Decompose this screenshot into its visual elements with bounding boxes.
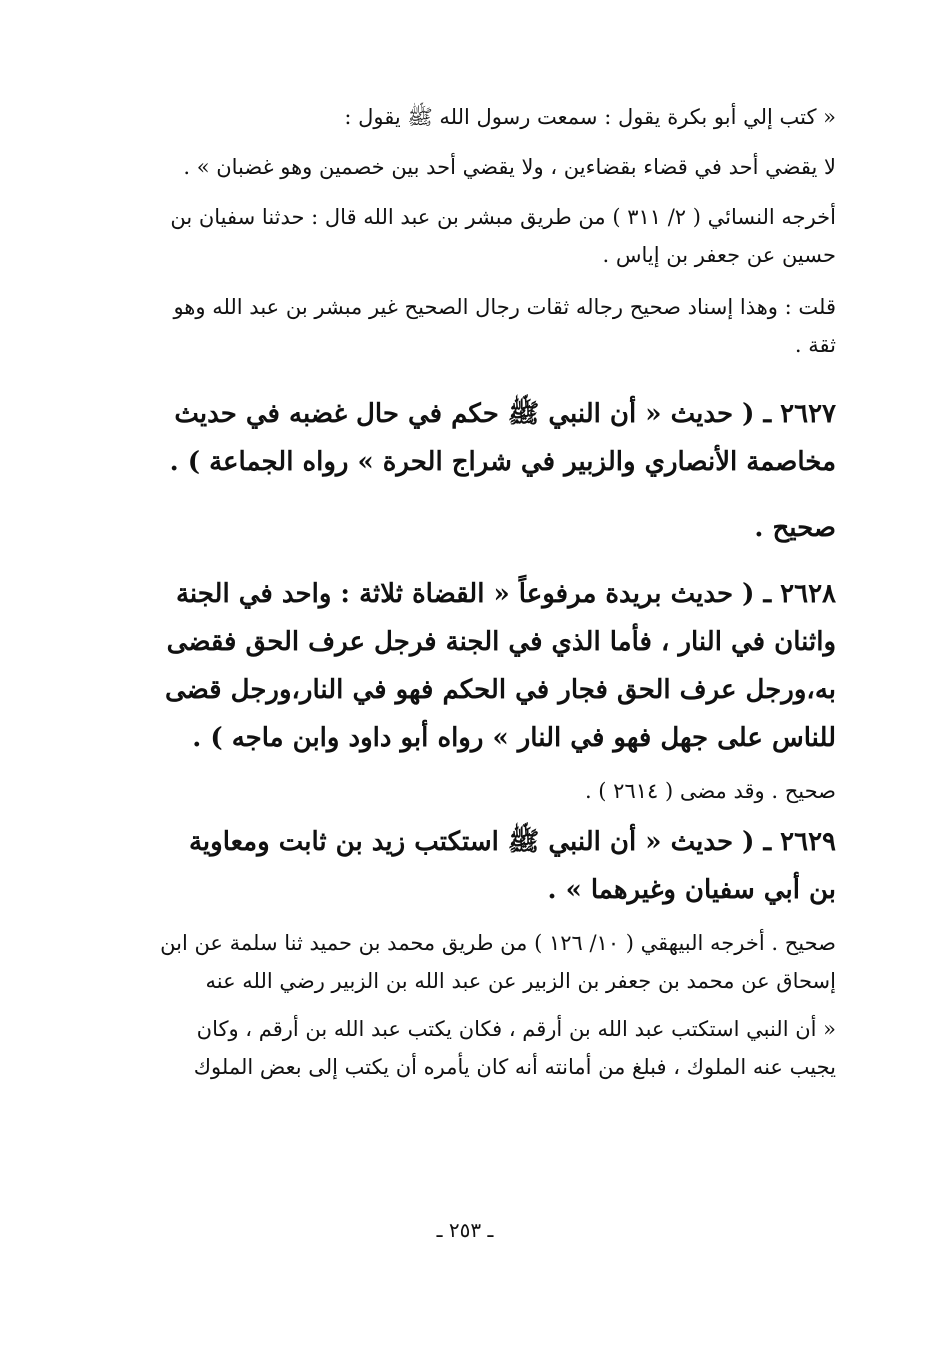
takhrij-paragraph-nasai: أخرجه النسائي ( ٢/ ٣١١ ) من طريق مبشر بن عبد الله قال : حدثنا سفيان بن حسين عن جعفر بن إياس . <box>170 205 836 267</box>
hadith-2629: ٢٦٢٩ ـ ( حديث « أن النبي ﷺ استكتب زيد بن ثابت ومعاوية بن أبي سفيان وغيرهما » . <box>188 827 836 905</box>
hadith-2627: ٢٦٢٧ ـ ( حديث « أن النبي ﷺ حكم في حال غضبه في حديث مخاصمة الأنصاري والزبير في شراج الحرة » رواه الجماعة ) . <box>169 399 836 477</box>
commentary-paragraph: قلت : وهذا إسناد صحيح رجاله ثقات رجال الصحيح غير مبشر بن عبد الله وهو ثقة . <box>173 295 836 357</box>
page-number: ـ ٢٥٣ ـ <box>436 1218 494 1242</box>
quote-paragraph-final: « أن النبي استكتب عبد الله بن أرقم ، فكان يكتب عبد الله بن أرقم ، وكان يجيب عنه الملوك ، فبلغ من أمانته أنه كان يأمره أن يكتب إلى بعض الملوك <box>193 1017 836 1079</box>
book-page <box>160 98 836 1086</box>
grading-2628: صحيح . وقد مضى ( ٢٦١٤ ) . <box>584 779 836 803</box>
takhrij-paragraph-bayhaqi: صحيح . أخرجه البيهقي ( ١٠/ ١٢٦ ) من طريق محمد بن حميد ثنا سلمة عن ابن إسحاق عن محمد بن جعفر بن الزبير عن عبد الله بن الزبير رضي الله عنه <box>160 931 836 993</box>
grading-2627: صحيح . <box>754 513 836 543</box>
quote-paragraph-2: لا يقضي أحد في قضاء بقضاءين ، ولا يقضي أحد بين خصمين وهو غضبان » . <box>183 155 836 179</box>
hadith-2628: ٢٦٢٨ ـ ( حديث بريدة مرفوعاً « القضاة ثلاثة : واحد في الجنة واثنان في النار ، فأما الذي في الجنة فرجل عرف الحق فقضى به،ورجل عرف الحق فجار في الحكم فهو في النار،ورجل قضى للناس على جهل فهو في النار » رواه أبو داود وابن ماجه ) . <box>164 579 836 753</box>
quote-paragraph-1: « كتب إلي أبو بكرة يقول : سمعت رسول الله ﷺ يقول : <box>344 105 836 129</box>
